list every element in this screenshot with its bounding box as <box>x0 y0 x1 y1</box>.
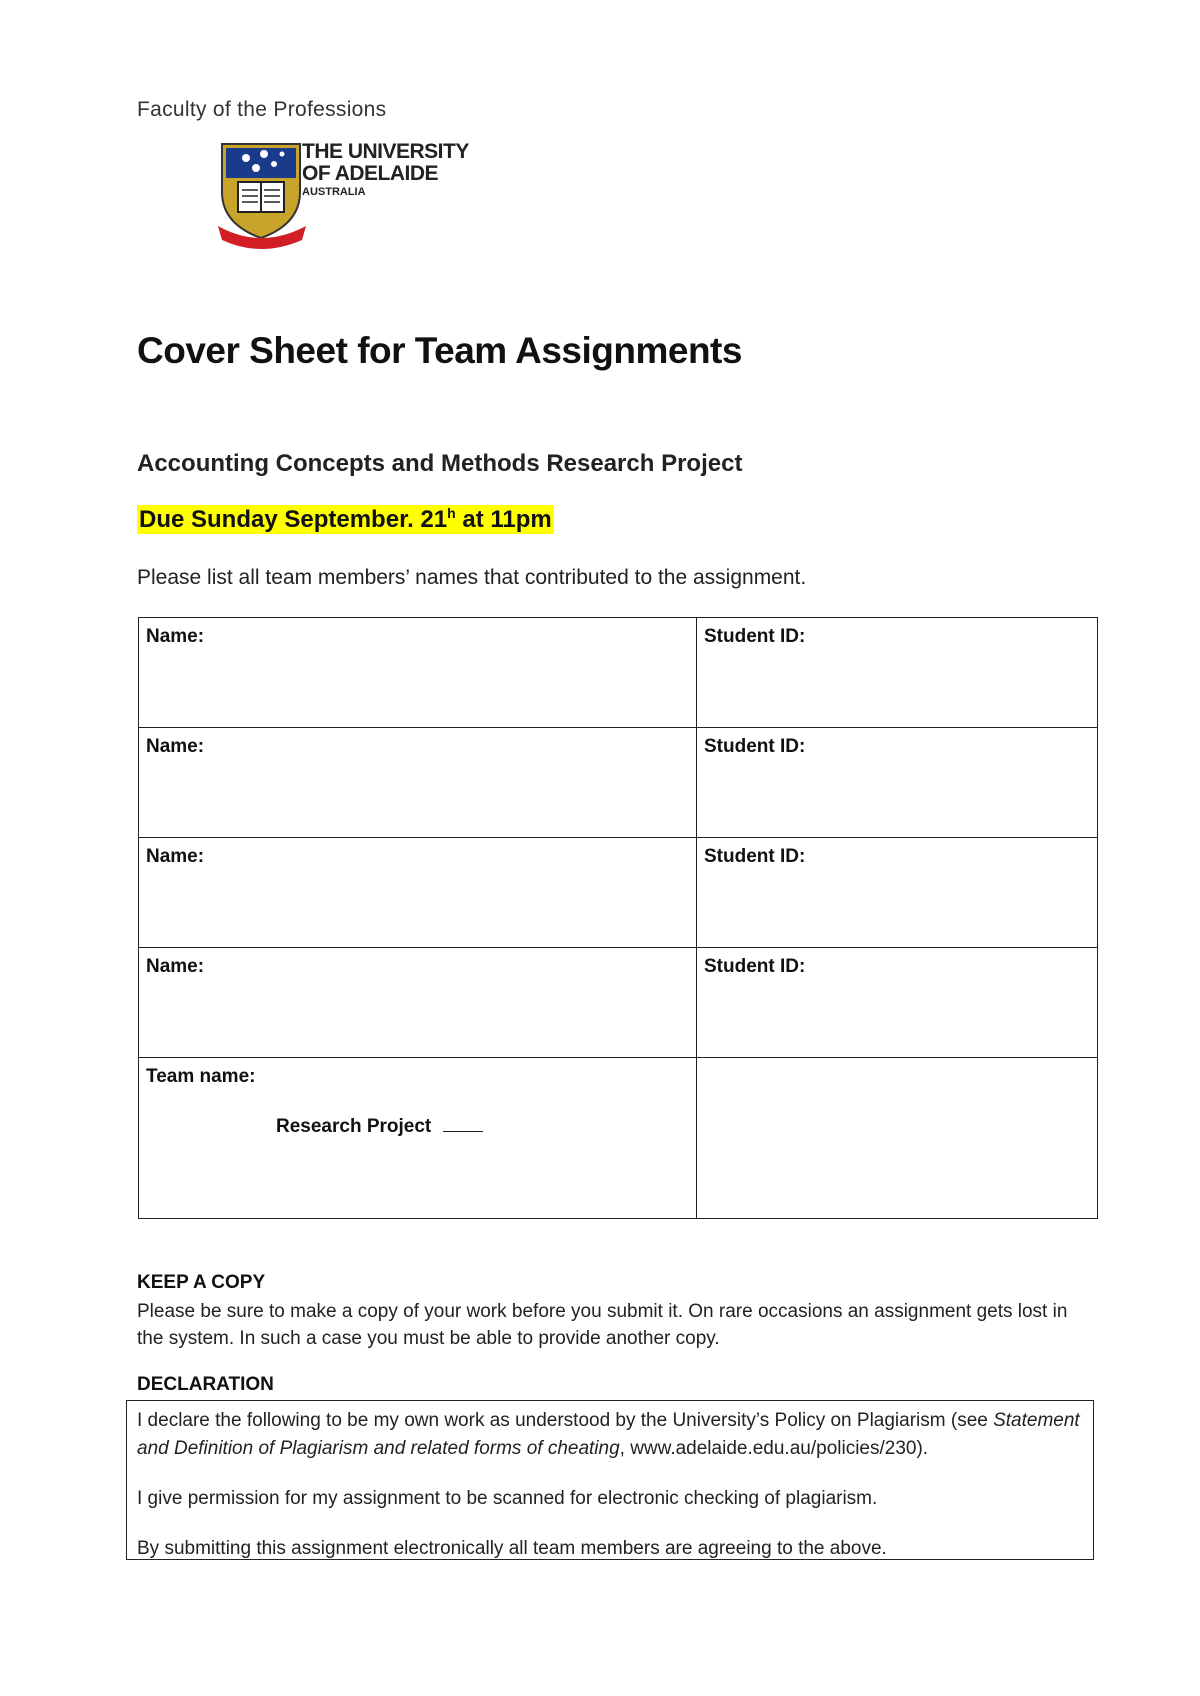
table-row <box>139 728 1098 838</box>
name-label: Name: <box>146 626 205 647</box>
due-date <box>137 505 554 534</box>
declaration-paragraph-3: By submitting this assignment electronically all team members are agreeing to the above. <box>137 1538 887 1559</box>
keep-copy-heading: KEEP A COPY <box>137 1272 266 1293</box>
declaration-p1-end: , www.adelaide.edu.au/policies/230). <box>619 1438 929 1459</box>
table-row <box>139 948 1098 1058</box>
name-field[interactable] <box>139 728 697 838</box>
student-id-field[interactable] <box>697 728 1098 838</box>
name-label: Name: <box>146 846 205 867</box>
university-crest-icon <box>218 140 308 252</box>
declaration-box <box>126 1400 1094 1560</box>
empty-cell <box>697 1058 1098 1219</box>
team-members-table <box>138 617 1098 1219</box>
name-label: Name: <box>146 736 205 757</box>
student-id-label: Student ID: <box>704 736 806 757</box>
team-name-field[interactable] <box>139 1058 697 1219</box>
instruction-text: Please list all team members’ names that contributed to the assignment. <box>137 566 807 589</box>
faculty-name: Faculty of the Professions <box>137 98 387 121</box>
student-id-field[interactable] <box>697 618 1098 728</box>
due-date-prefix: Due Sunday September. 21 <box>139 506 448 533</box>
name-field[interactable] <box>139 618 697 728</box>
due-date-time: at 11pm <box>455 506 552 533</box>
page-title: Cover Sheet for Team Assignments <box>137 330 742 371</box>
declaration-paragraph-1 <box>137 1407 1083 1463</box>
research-project-label: Research Project <box>276 1116 432 1137</box>
student-id-field[interactable] <box>697 948 1098 1058</box>
university-name-line1: THE UNIVERSITY <box>302 140 469 163</box>
university-name <box>302 141 469 199</box>
name-field[interactable] <box>139 838 697 948</box>
student-id-label: Student ID: <box>704 956 806 977</box>
plagiarism-statement-title: Statement and Definition of Plagiarism and related forms of cheating <box>137 1410 1080 1459</box>
team-name-label: Team name: <box>146 1066 256 1087</box>
table-row <box>139 838 1098 948</box>
student-id-field[interactable] <box>697 838 1098 948</box>
name-label: Name: <box>146 956 205 977</box>
student-id-label: Student ID: <box>704 846 806 867</box>
course-title: Accounting Concepts and Methods Research Project <box>137 450 743 477</box>
student-id-label: Student ID: <box>704 626 806 647</box>
name-field[interactable] <box>139 948 697 1058</box>
declaration-heading: DECLARATION <box>137 1374 274 1395</box>
due-date-superscript: h <box>447 505 456 521</box>
university-name-line2: OF ADELAIDE <box>302 162 439 185</box>
table-row <box>139 618 1098 728</box>
project-number-blank[interactable] <box>443 1117 483 1132</box>
declaration-p1-start: I declare the following to be my own work as understood by the University’s Policy on Plagiarism (see <box>137 1410 994 1431</box>
university-country: AUSTRALIA <box>302 186 366 198</box>
keep-copy-text: Please be sure to make a copy of your work before you submit it. On rare occasions an assignment gets lost in the system. In such a case you must be able to provide another copy. <box>137 1301 1068 1349</box>
research-project-line <box>276 1116 689 1138</box>
declaration-paragraph-2: I give permission for my assignment to be scanned for electronic checking of plagiarism. <box>137 1488 878 1509</box>
table-row <box>139 1058 1098 1219</box>
